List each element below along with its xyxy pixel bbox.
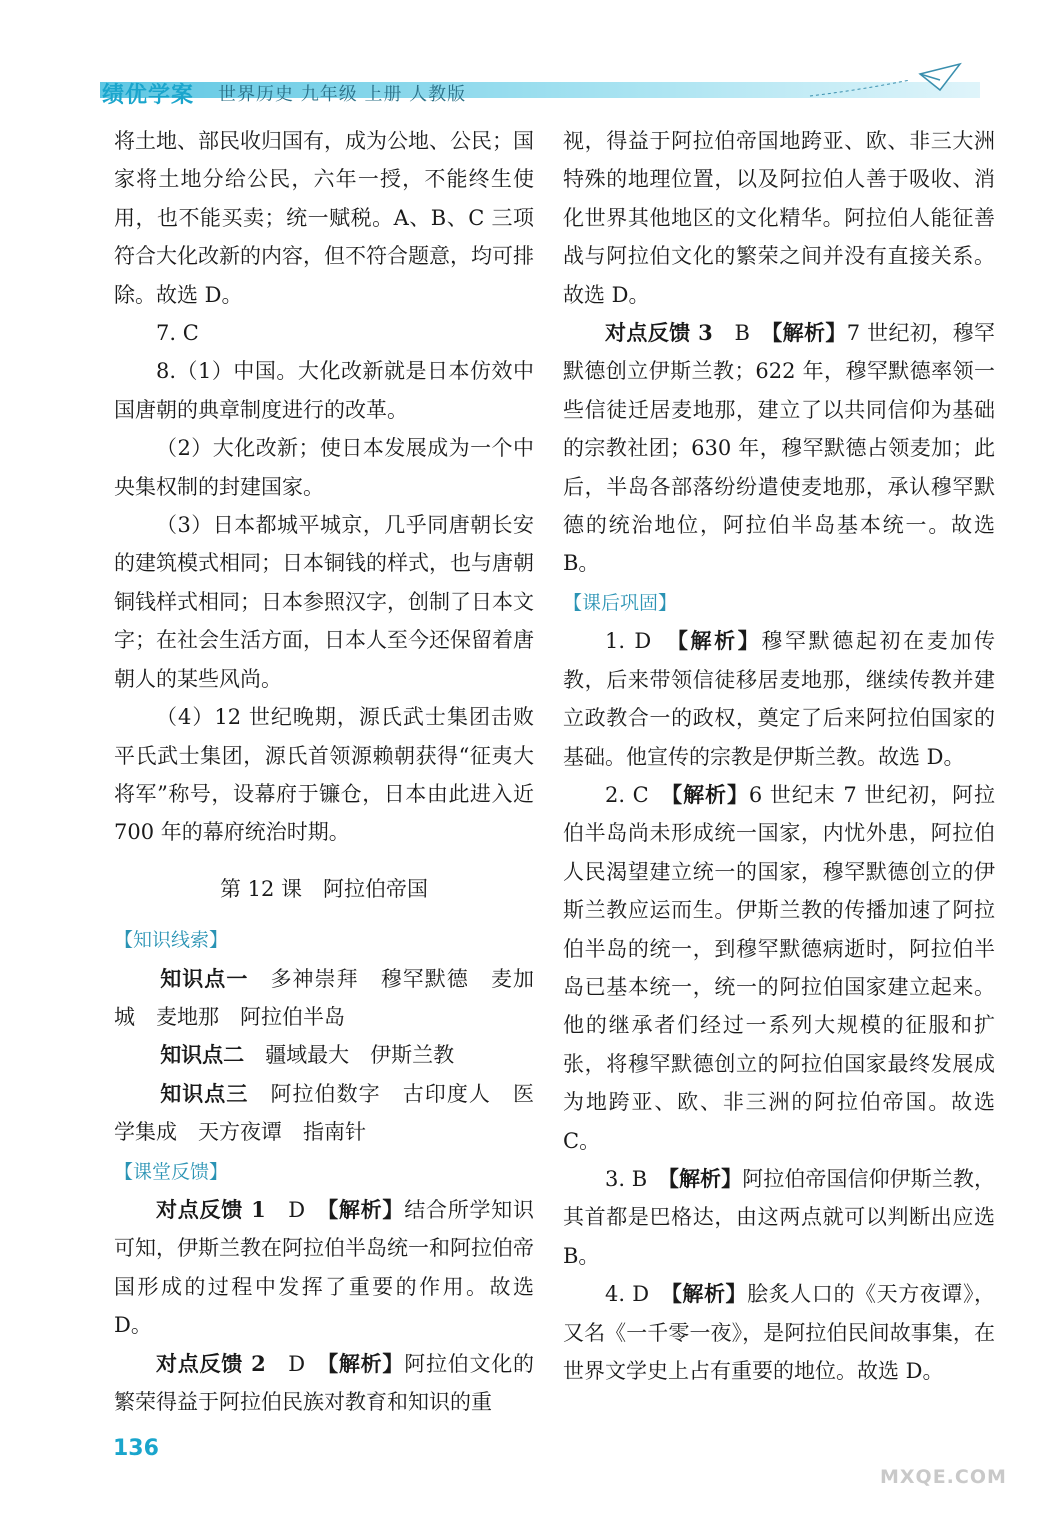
question-2: [563, 776, 995, 1160]
feedback-1: [114, 1191, 534, 1345]
analysis-tag: 【解析】: [668, 1165, 743, 1191]
watermark: MXQE.COM: [880, 1466, 1007, 1488]
right-column: [563, 122, 995, 1390]
section-tag-class: [114, 1152, 534, 1191]
question-4: [563, 1275, 995, 1390]
feedback-label: 对点反馈 1: [156, 1196, 266, 1222]
section-tag-knowledge: [114, 920, 534, 959]
section-tag-after: [563, 583, 995, 622]
paper-plane-icon: [800, 60, 980, 104]
paragraph: 将土地、部民收归国有，成为公地、公民；国家将土地分给公民，六年一授，不能终生使用，也不能买卖；统一赋税。A、B、C 三项符合大化改新的内容，但不符合题意，均可排除。故选 D。: [114, 129, 534, 307]
question-3: [563, 1160, 995, 1275]
analysis-text: 结合所学知识可知，伊斯兰教在阿拉伯半岛统一和阿拉伯帝国形成的过程中发挥了重要的作用。故选 D。: [114, 1197, 535, 1338]
analysis-tag: 【解析】: [671, 781, 749, 807]
page-header: [100, 60, 980, 108]
question-1: [563, 622, 995, 776]
analysis-text: 7 世纪初，穆罕默德创立伊斯兰教；622 年，穆罕默德率领一些信徒迁居麦地那，建立了以共同信仰为基础的宗教社团；630 年，穆罕默德占领麦加；此后，半岛各部落纷纷遣使麦地那，承认穆罕默德的统治地位，阿拉伯半岛基本统一。故选 B。: [563, 321, 996, 576]
knowledge-point-3: [114, 1075, 534, 1152]
kp-text: 疆域最大 伊斯兰教: [265, 1043, 455, 1068]
book-info: 世界历史 九年级 上册 人教版: [218, 84, 467, 105]
analysis-tag: 【解析】: [327, 1350, 405, 1376]
paragraph: 视，得益于阿拉伯帝国地跨亚、欧、非三大洲特殊的地理位置，以及阿拉伯人善于吸收、消化世界其他地区的文化精华。阿拉伯人能征善战与阿拉伯文化的繁荣之间并没有直接关系。故选 D。: [563, 129, 995, 307]
question-number: 4. D: [605, 1282, 650, 1307]
answer-letter: D: [288, 1197, 306, 1222]
feedback-label: 对点反馈 3: [605, 320, 713, 346]
analysis-tag: 【解析】: [771, 320, 847, 346]
section-tag: 【课后巩固】: [563, 591, 678, 614]
feedback-3: [563, 314, 995, 583]
analysis-tag: 【解析】: [327, 1196, 405, 1222]
feedback-2: [114, 1345, 534, 1422]
analysis-text: 穆罕默德起初在麦加传教，后来带领信徒移居麦地那，继续传教并建立政教合一的政权，奠定了后来阿拉伯国家的基础。他宣传的宗教是伊斯兰教。故选 D。: [563, 629, 995, 769]
answer-7: 7. C: [156, 321, 199, 346]
answer-letter: B: [734, 321, 750, 346]
brand-logo: 绩优学案: [102, 83, 195, 108]
analysis-tag: 【解析】: [677, 628, 762, 654]
analysis-text: 6 世纪末 7 世纪初，阿拉伯半岛尚未形成统一国家，内忧外患，阿拉伯人民渴望建立统一的国家，穆罕默德创立的伊斯兰教应运而生。伊斯兰教的传播加速了阿拉伯半岛的统一，到穆罕默德病逝时，阿拉伯半岛已基本统一，统一的阿拉伯国家建立起来。他的继承者们经过一系列大规模的征服和扩张，将穆罕默德创立的阿拉伯国家最终发展成为地跨亚、欧、非三洲的阿拉伯帝国。故选 C。: [563, 782, 996, 1153]
answer-8-2: （2）大化改新；使日本发展成为一个中央集权制的封建国家。: [114, 436, 534, 499]
section-tag: 【知识线索】: [114, 929, 229, 952]
knowledge-point-1: [114, 960, 534, 1037]
lesson-title: 第 12 课 阿拉伯帝国: [219, 876, 429, 901]
question-number: 2. C: [605, 782, 649, 807]
feedback-label: 对点反馈 2: [156, 1350, 266, 1376]
answer-8-3: （3）日本都城平城京，几乎同唐朝长安的建筑模式相同；日本铜钱的样式，也与唐朝铜钱样式相同；日本参照汉字，创制了日本文字；在社会生活方面，日本人至今还保留着唐朝人的某些风尚。: [114, 513, 534, 691]
answer-8-1: 8.（1）中国。大化改新就是日本仿效中国唐朝的典章制度进行的改革。: [114, 359, 534, 422]
kp-label: 知识点二: [160, 1042, 245, 1068]
analysis-text: 阿拉伯帝国信仰伊斯兰教，其首都是巴格达，由这两点就可以判断出应选 B。: [563, 1166, 996, 1268]
analysis-text: 脍炙人口的《天方夜谭》，又名《一千零一夜》，是阿拉伯民间故事集，在世界文学史上占有重要的地位。故选 D。: [563, 1282, 996, 1383]
section-tag: 【课堂反馈】: [114, 1160, 229, 1183]
page-number: 136: [113, 1436, 159, 1461]
knowledge-point-2: [114, 1036, 534, 1074]
answer-letter: D: [288, 1351, 306, 1376]
kp-label: 知识点三: [160, 1080, 249, 1106]
kp-text: 多神崇拜 穆罕默德 麦加城 麦地那 阿拉伯半岛: [114, 966, 535, 1029]
question-number: 3. B: [605, 1166, 648, 1191]
analysis-text: 阿拉伯文化的繁荣得益于阿拉伯民族对教育和知识的重: [114, 1351, 535, 1414]
analysis-tag: 【解析】: [671, 1281, 748, 1307]
left-column: [114, 122, 534, 1421]
question-number: 1. D: [605, 629, 652, 654]
answer-8-4: （4）12 世纪晚期，源氏武士集团击败平氏武士集团，源氏首领源赖朝获得“征夷大将军”称号，设幕府于镰仓，日本由此进入近 700 年的幕府统治时期。: [114, 705, 534, 845]
kp-text: 阿拉伯数字 古印度人 医学集成 天方夜谭 指南针: [114, 1081, 535, 1145]
kp-label: 知识点一: [160, 965, 249, 991]
